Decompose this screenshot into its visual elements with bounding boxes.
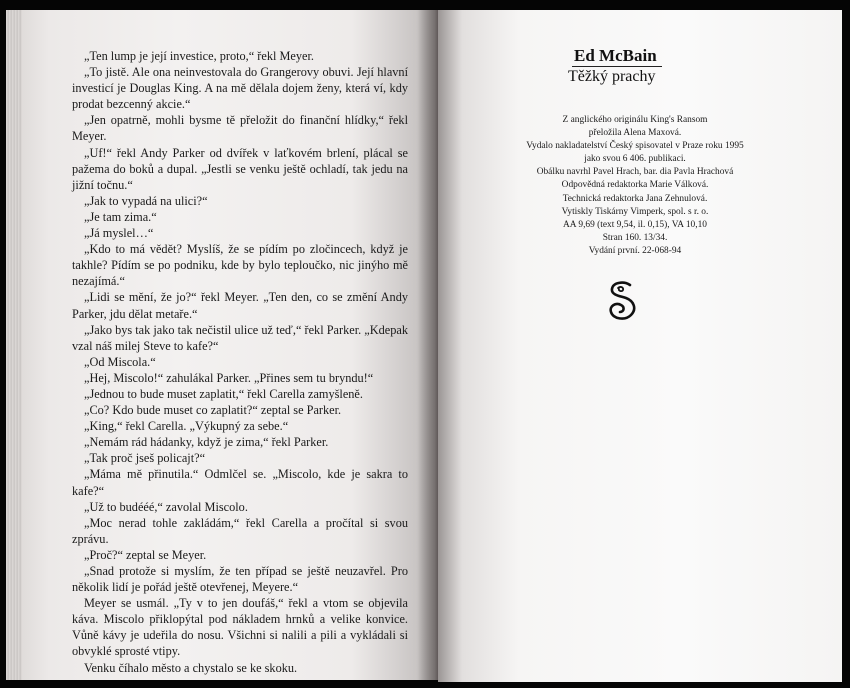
paragraph: „Nemám rád hádanky, když je zima,“ řekl Parker. bbox=[84, 435, 329, 450]
colophon-line: Obálku navrhl Pavel Hrach, bar. dia Pavla Hrachová bbox=[536, 167, 734, 178]
paragraph: „Snad protože si myslím, že ten případ se ještě neuzavřel. Pro několik lidí je pořád ještě otevřenej, Meyere.“ bbox=[72, 564, 408, 595]
story-text bbox=[72, 48, 408, 676]
paragraph: „Jen opatrně, mohli bysme tě přeložit do finanční hlídky,“ řekl Meyer. bbox=[72, 113, 408, 144]
paragraph: „To jistě. Ale ona neinvestovala do Grangerovy obuvi. Její hlavní investicí je Douglas King. A na mě dělala dojem ženy, která ví, kdy prodat bezcenný akcie.“ bbox=[72, 65, 408, 112]
colophon-line: AA 9,69 (text 9,54, il. 0,15), VA 10,10 bbox=[563, 219, 707, 230]
paragraph: „Jako bys tak jako tak nečistil ulice už teď,“ řekl Parker. „Kdepak vzal náš milej Steve to kafe?“ bbox=[72, 322, 408, 353]
paragraph: „Tak proč jseš policajt?“ bbox=[84, 451, 206, 466]
left-page bbox=[6, 10, 438, 680]
paragraph: „Já myslel…“ bbox=[84, 226, 154, 241]
binding-gutter-shadow bbox=[418, 10, 438, 680]
right-page bbox=[438, 10, 842, 682]
publisher-spiral-logo-icon bbox=[606, 280, 640, 322]
paragraph: „Proč?“ zeptal se Meyer. bbox=[84, 547, 207, 562]
colophon-line: Vytiskly Tiskárny Vimperk, spol. s r. o. bbox=[561, 206, 709, 217]
page-stack-edge bbox=[6, 10, 22, 680]
paragraph: „Máma mě přinutila.“ Odmlčel se. „Miscolo, kde je sakra to kafe?“ bbox=[72, 467, 408, 498]
paragraph: „Uf!“ řekl Andy Parker od dvířek v laťkovém brlení, plácal se pažema do boků a dupal. „Jestli se venku ještě ochladí, tak jedu na jižní točnu.“ bbox=[72, 145, 408, 192]
colophon bbox=[470, 114, 800, 258]
colophon-line: Technická redaktorka Jana Zehnulová. bbox=[562, 193, 708, 204]
colophon-line: Z anglického originálu King's Ransom bbox=[562, 115, 708, 125]
author-underline bbox=[572, 66, 662, 67]
paragraph: „Hej, Miscolo!“ zahulákal Parker. „Přines sem tu bryndu!“ bbox=[84, 370, 374, 385]
paragraph: „Co? Kdo bude muset co zaplatit?“ zeptal se Parker. bbox=[84, 403, 342, 418]
paragraph: „King,“ řekl Carella. „Výkupný za sebe.“ bbox=[84, 419, 289, 434]
paragraph: „Lidi se mění, že jo?“ řekl Meyer. „Ten den, co se změní Andy Parker, jdu dělat metaře.“ bbox=[72, 290, 408, 321]
colophon-line: Stran 160. 13/34. bbox=[602, 232, 668, 243]
paragraph: „Jak to vypadá na ulici?“ bbox=[84, 193, 208, 208]
paragraph: „Od Miscola.“ bbox=[84, 354, 156, 369]
paragraph: „Je tam zima.“ bbox=[84, 209, 157, 224]
paragraph: Meyer se usmál. „Ty v to jen doufáš,“ řekl a vtom se objevila káva. Miscolo přiklopýtal pod nákladem hrnků a velike konvice. Vůně kávy je udeřila do nosu. Všichni si nalili a pili a vykládali si obvyklé sprosté vtipy. bbox=[72, 596, 408, 659]
book-title: Těžký prachy bbox=[568, 68, 656, 85]
paragraph: „Ten lump je její investice, proto,“ řekl Meyer. bbox=[84, 49, 314, 63]
author-name: Ed McBain bbox=[574, 46, 657, 65]
paragraph: „Jednou to bude muset zaplatit,“ řekl Carella zamyšleně. bbox=[84, 386, 363, 401]
colophon-line: Vydalo nakladatelství Český spisovatel v Praze roku 1995 bbox=[526, 141, 744, 152]
colophon-line: Vydání první. 22-068-94 bbox=[588, 245, 682, 256]
colophon-line: jako svou 6 406. publikaci. bbox=[584, 154, 686, 165]
paragraph: Venku číhalo město a chystalo se ke skoku. bbox=[84, 660, 298, 675]
paragraph: „Moc nerad tohle zakládám,“ řekl Carella a pročítal si svou zprávu. bbox=[72, 515, 408, 546]
colophon-line: přeložila Alena Maxová. bbox=[588, 128, 682, 139]
paragraph: „Kdo to má vědět? Myslíš, že se pídím po zločincech, když je takhle? Pídím se po podniku, kde by bylo teploučko, nic jinýho mě nezajímá.“ bbox=[72, 242, 408, 289]
paragraph: „Už to budééé,“ zavolal Miscolo. bbox=[84, 499, 248, 514]
colophon-line: Odpovědná redaktorka Marie Válková. bbox=[561, 180, 709, 191]
